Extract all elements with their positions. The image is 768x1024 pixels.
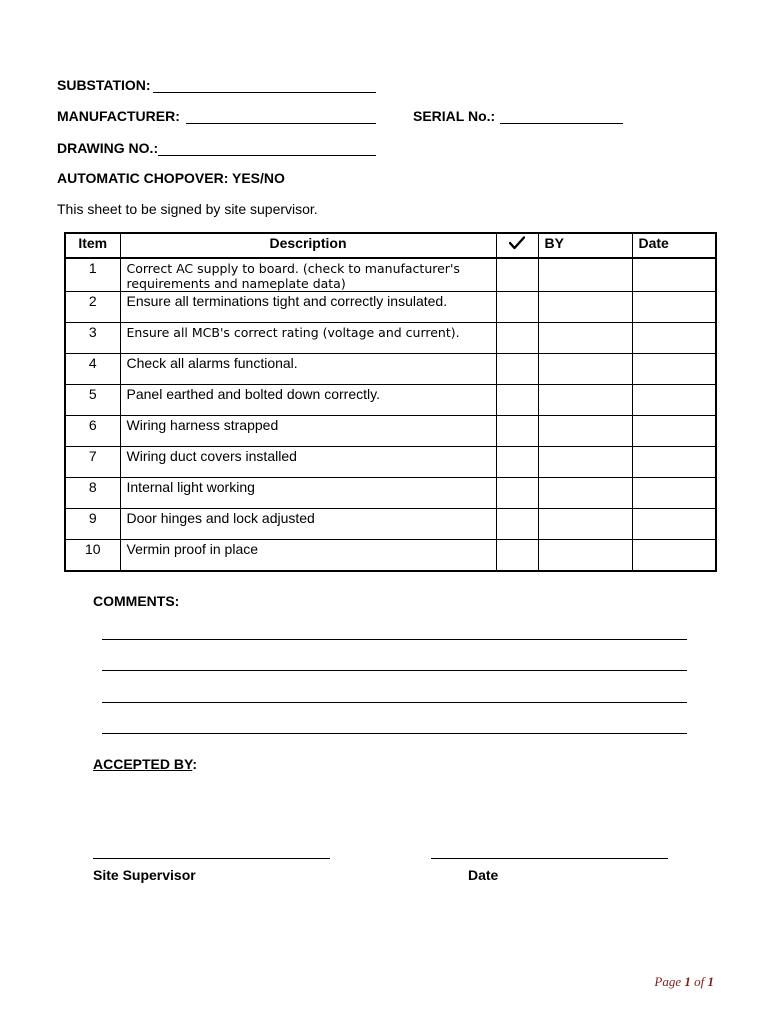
- accepted-by-label: ACCEPTED BY: [93, 756, 193, 772]
- serial-label: SERIAL No.:: [413, 108, 496, 124]
- item-description: Wiring harness strapped: [120, 416, 496, 447]
- check-cell[interactable]: [496, 509, 538, 540]
- item-header: Item: [65, 233, 120, 258]
- item-description: Wiring duct covers installed: [120, 447, 496, 478]
- table-header-row: [65, 233, 716, 258]
- item-number: 9: [65, 509, 120, 540]
- comment-line[interactable]: [102, 670, 687, 671]
- accepted-by-colon: :: [192, 756, 197, 772]
- description-header: Description: [120, 233, 496, 258]
- page-number: 1: [684, 974, 691, 989]
- table-row: [65, 258, 716, 292]
- item-number: 2: [65, 292, 120, 323]
- by-cell[interactable]: [538, 323, 632, 354]
- date-cell[interactable]: [632, 385, 716, 416]
- check-cell[interactable]: [496, 323, 538, 354]
- check-cell[interactable]: [496, 416, 538, 447]
- comment-line[interactable]: [102, 733, 687, 734]
- site-supervisor-label: Site Supervisor: [93, 867, 196, 883]
- item-number: 1: [65, 258, 120, 292]
- check-cell[interactable]: [496, 292, 538, 323]
- manufacturer-field-line[interactable]: [186, 123, 376, 124]
- table-row: [65, 540, 716, 571]
- by-header: BY: [538, 233, 632, 258]
- check-cell[interactable]: [496, 385, 538, 416]
- item-description: Ensure all MCB's correct rating (voltage and current).: [120, 323, 496, 354]
- date-cell[interactable]: [632, 416, 716, 447]
- table-row: [65, 509, 716, 540]
- item-description: Panel earthed and bolted down correctly.: [120, 385, 496, 416]
- accepted-by-heading: [93, 756, 197, 772]
- signature-date-label: Date: [468, 867, 499, 883]
- by-cell[interactable]: [538, 478, 632, 509]
- item-description: Vermin proof in place: [120, 540, 496, 571]
- by-cell[interactable]: [538, 354, 632, 385]
- by-cell[interactable]: [538, 416, 632, 447]
- of-word: of: [694, 974, 705, 989]
- date-cell[interactable]: [632, 323, 716, 354]
- check-cell[interactable]: [496, 258, 538, 292]
- table-row: [65, 478, 716, 509]
- item-description: Correct AC supply to board. (check to manufacturer's requirements and nameplate data): [120, 258, 496, 292]
- date-cell[interactable]: [632, 292, 716, 323]
- checklist-table: [64, 232, 717, 572]
- item-number: 4: [65, 354, 120, 385]
- date-cell[interactable]: [632, 509, 716, 540]
- by-cell[interactable]: [538, 509, 632, 540]
- page-total: 1: [707, 974, 714, 989]
- item-number: 10: [65, 540, 120, 571]
- by-cell[interactable]: [538, 540, 632, 571]
- item-number: 8: [65, 478, 120, 509]
- comment-line[interactable]: [102, 702, 687, 703]
- serial-field-line[interactable]: [500, 123, 623, 124]
- comment-line[interactable]: [102, 639, 687, 640]
- item-description: Ensure all terminations tight and correctly insulated.: [120, 292, 496, 323]
- substation-field-line[interactable]: [153, 92, 376, 93]
- manufacturer-label: MANUFACTURER:: [57, 108, 180, 124]
- item-number: 3: [65, 323, 120, 354]
- date-header: Date: [632, 233, 716, 258]
- drawing-field-line[interactable]: [158, 155, 376, 156]
- by-cell[interactable]: [538, 292, 632, 323]
- by-cell[interactable]: [538, 385, 632, 416]
- table-row: [65, 385, 716, 416]
- table-row: [65, 323, 716, 354]
- item-number: 7: [65, 447, 120, 478]
- check-cell[interactable]: [496, 354, 538, 385]
- by-cell[interactable]: [538, 447, 632, 478]
- check-cell[interactable]: [496, 447, 538, 478]
- date-cell[interactable]: [632, 354, 716, 385]
- date-cell[interactable]: [632, 258, 716, 292]
- item-number: 5: [65, 385, 120, 416]
- item-description: Check all alarms functional.: [120, 354, 496, 385]
- date-cell[interactable]: [632, 478, 716, 509]
- table-row: [65, 416, 716, 447]
- table-row: [65, 292, 716, 323]
- drawing-label: DRAWING NO.:: [57, 140, 159, 156]
- chopover-label: AUTOMATIC CHOPOVER: YES/NO: [57, 170, 285, 186]
- substation-label: SUBSTATION:: [57, 77, 151, 93]
- check-header: [496, 233, 538, 258]
- by-cell[interactable]: [538, 258, 632, 292]
- table-row: [65, 354, 716, 385]
- page-footer: [654, 974, 714, 990]
- date-cell[interactable]: [632, 540, 716, 571]
- supervisor-note: This sheet to be signed by site supervisor.: [57, 201, 318, 217]
- date-cell[interactable]: [632, 447, 716, 478]
- check-cell[interactable]: [496, 478, 538, 509]
- item-description: Internal light working: [120, 478, 496, 509]
- page-word: Page: [654, 974, 682, 989]
- table-row: [65, 447, 716, 478]
- item-description: Door hinges and lock adjusted: [120, 509, 496, 540]
- check-cell[interactable]: [496, 540, 538, 571]
- item-number: 6: [65, 416, 120, 447]
- supervisor-signature-line[interactable]: [93, 858, 330, 859]
- comments-label: COMMENTS:: [93, 593, 180, 609]
- date-signature-line[interactable]: [431, 858, 668, 859]
- check-icon: [509, 236, 525, 253]
